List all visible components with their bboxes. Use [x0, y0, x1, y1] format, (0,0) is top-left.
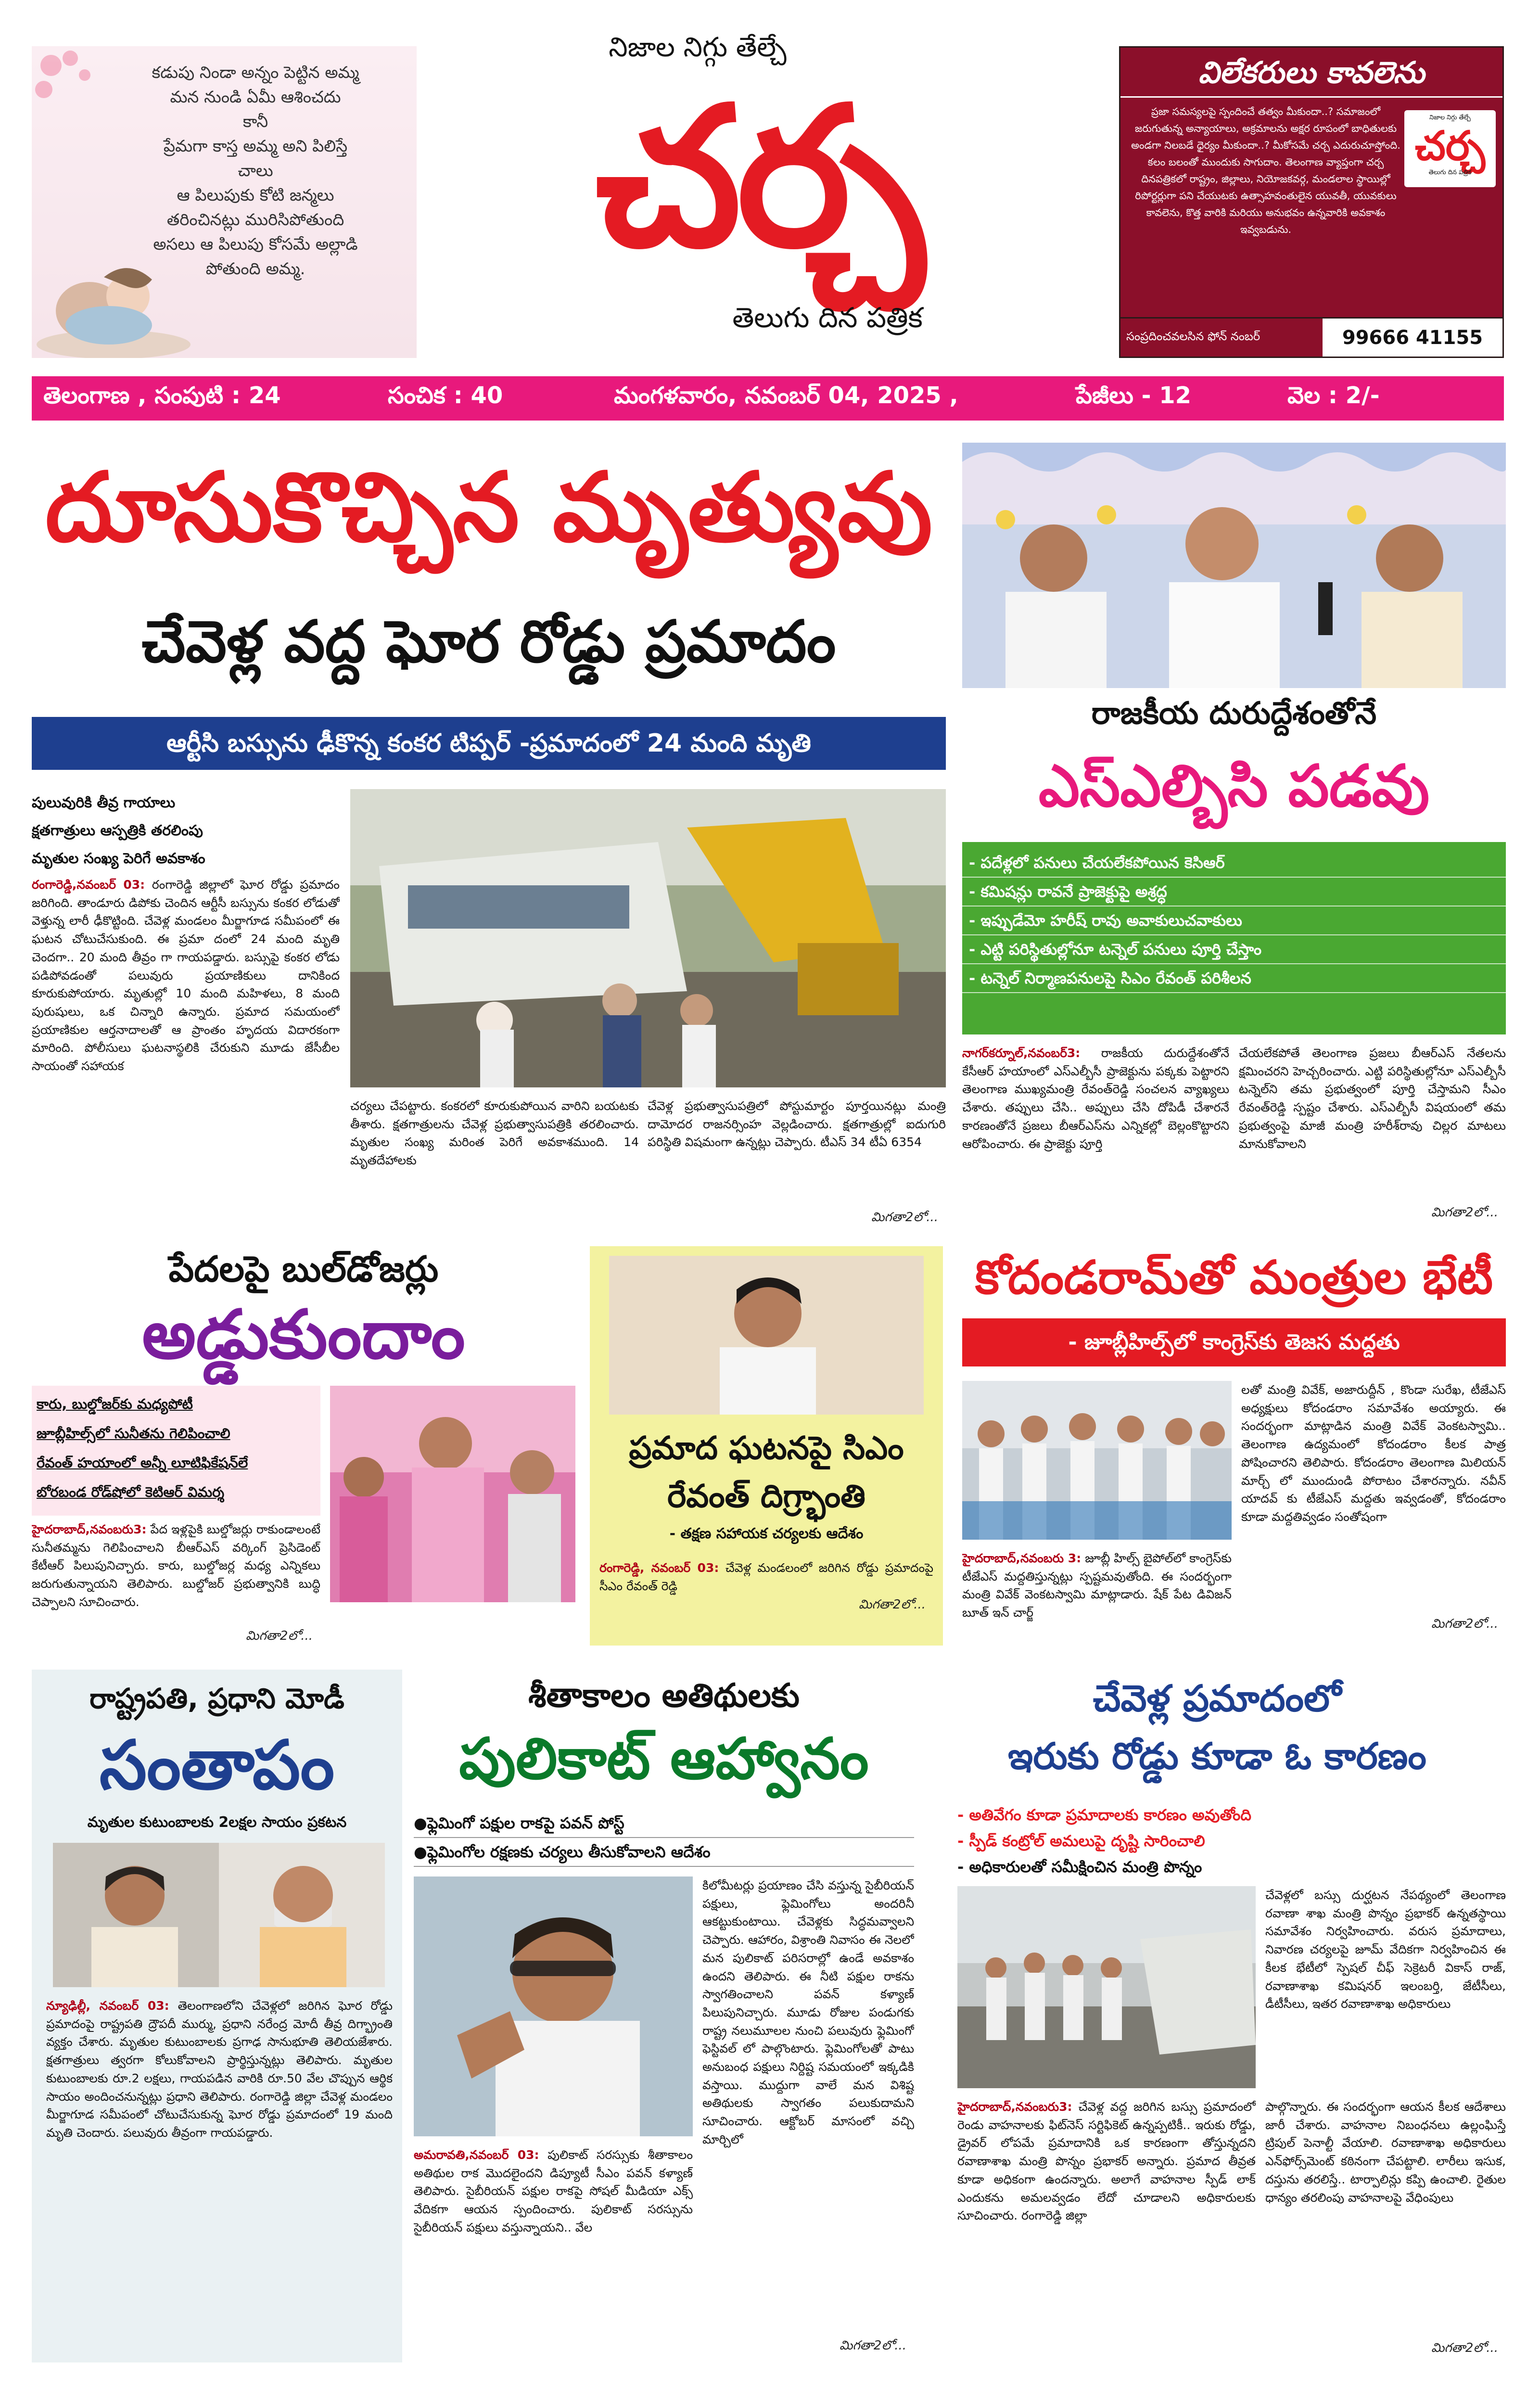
recruit-contact-label: సంప్రదించవలసిన ఫోన్ నంబర్ [1120, 319, 1323, 357]
pulicat-point: ●ఫ్లెమింగోల రక్షణకు చర్యలు తీసుకోవాలని ఆదేశం [414, 1838, 914, 1867]
poem-text [109, 61, 402, 281]
accident-photo [350, 789, 946, 1087]
lead-col2: చర్యలు చేపట్టారు. కంకరలో కూరుకుపోయిన వారిని బయటకు తీశారు. క్షతగాత్రులను చేవెళ్ల ప్రభుత్వాసుపత్రికి తరలించారు. మృతుల సంఖ్య మరింత పెరిగే అవకాశముంది. 14 మృతదేహాలకు [350, 1099, 639, 1168]
slbc-kicker: రాజకీయ దురుద్దేశంతోనే [1091, 696, 1377, 731]
pulicat-bottom [414, 2146, 693, 2362]
bulldozer-kicker: పేదలపై బుల్‌డోజర్లు [168, 1249, 439, 1290]
road-headline: ఇరుకు రోడ్డు కూడా ఓ కారణం [1008, 1735, 1426, 1777]
lead-col3: చేవెళ్ల ప్రభుత్వాసుపత్రిలో పోస్టుమార్టం పూర్తయినట్లు మంత్రి దామోదర రాజనర్సింహ వెల్లడించారు. క్షతగాత్రుల్లో ఐదుగురి పరిస్థితి విషమంగా ఉన్నట్లు చెప్పారు. టీఎస్ 34 టీఏ 6354 [648, 1099, 946, 1149]
recruit-mini-tag: నిజాల నిగ్గు తేల్చే [1429, 114, 1471, 121]
lead-point: పులువురికి తీవ్ర గాయాలు [32, 794, 176, 811]
president-dateline: న్యూఢిల్లీ, నవంబర్ 03: [46, 1999, 169, 2013]
recruit-phone: 99666 41155 [1342, 326, 1483, 349]
kodandaram-meeting-photo [962, 1381, 1232, 1540]
recruit-title: విలేకరులు కావలెను [1120, 48, 1502, 98]
president-kicker: రాష్ట్రపతి, ప్రధాని మోడీ [89, 1682, 344, 1715]
slbc-more-link[interactable]: మిగతా2లో... [1431, 1205, 1498, 1220]
kodandaram-text: జూబ్లీ హిల్స్ బైపోల్‌లో కాంగ్రెస్‌కు టీజేఎస్ మద్దతిస్తున్నట్లు స్పష్టమవుతోంది. ఈ సందర్భంగా మంత్రి వివేక్ వెంకటస్వామి మాట్లాడారు. షేక్ పేట డివిజన్ బూత్ ఇన్ చార్జ్ [962, 1551, 1232, 1620]
road-text: చేవెళ్ల వద్ద జరిగిన బస్సు ప్రమాదంలో రెండు వాహనాలకు ఫిట్‌నెస్ సర్టిఫికెట్ ఉన్నప్పటికీ.. ఇరుకు రోడ్డు, డ్రైవర్ లోపమే ప్రమాదానికి ఒక కారణంగా తోస్తున్నదని రవాణాశాఖ మంత్రి పొన్నం ప్రభాకర్ అన్నారు. ప్రమాద తీవ్రత కూడా అధికంగా ఉందన్నారు. అలాగే వాహనాల స్పీడ్ లాక్ ఎందుకను అమలవ్వడం లేదో చూడాలని అధికారులకు సూచించారు. రంగారెడ్డి జిల్లా [957, 2100, 1256, 2223]
pulicat-dateline: అమరావతి,నవంబర్ 03: [414, 2148, 539, 2162]
bulldozer-point: రేవంత్ హయాంలో అన్నీ లూటిఫికేషన్‌లే [37, 1455, 248, 1471]
ktr-roadshow-photo [330, 1386, 575, 1602]
poem-line: అసలు ఆ పిలుపు కోసమే అల్లాడి [153, 235, 358, 254]
poem-line: పోతుంది అమ్మ. [205, 259, 305, 279]
road-bullet: - స్పీడ్ కంట్రోల్ అమలుపై దృష్టి సారించాలి [957, 1832, 1205, 1850]
lead-point: క్షతగాత్రులు ఆస్పత్రికి తరలింపు [32, 822, 203, 839]
lead-point: మృతుల సంఖ్య పెరిగే అవకాశం [32, 850, 205, 867]
road-bullet: - అతివేగం కూడా ప్రమాదాలకు కారణం అవుతోంది [957, 1806, 1252, 1824]
masthead-logo: చర్చ [595, 66, 920, 290]
slbc-headline: ఎస్ఎల్బిసి పడవు [1038, 753, 1430, 820]
bulldozer-point: కారు, బుల్డోజర్‌కు మధ్యపోటీ [37, 1396, 193, 1412]
bulldozer-more-link[interactable]: మిగతా2లో... [245, 1629, 313, 1643]
kodandaram-headline: కోదండరామ్‌తో మంత్రుల భేటీ [975, 1251, 1493, 1304]
cm-stage-photo [962, 443, 1506, 688]
kodandaram-body [962, 1549, 1232, 1631]
lead-points [32, 789, 340, 873]
slbc-bullets [962, 842, 1506, 1034]
president-sub: మృతుల కుటుంబాలకు 2లక్షల సాయం ప్రకటన [87, 1814, 347, 1831]
road-body [957, 2098, 1256, 2362]
lead-banner: ఆర్టీసి బస్సును ఢీకొన్న కంకర టిప్పర్ -ప్రమాదంలో 24 మంది మృతి [32, 717, 946, 770]
recruit-ad [1119, 46, 1504, 358]
pulicat-more-link[interactable]: మిగతా2లో... [839, 2338, 906, 2353]
lead-col1-text: రంగారెడ్డి జిల్లాలో ఘోర రోడ్డు ప్రమాదం జరిగింది. తాండూరు డిపోకు చెందిన ఆర్టీసీ బస్సును కంకర లోడుతో వెళ్తున్న లారీ ఢీకొట్టింది. చేవెళ్ల మండలం మీర్జాగూడ సమీపంలో ఈ ఘటన చోటుచేసుకుంది. ఈ ప్రమా దంలో 24 మంది మృతి చెందగా.. 20 మంది తీవ్రం గా గాయపడ్డారు. బస్సుపై కంకర లోడు పడిపోవడంతో పలువురు ప్రయాణికులు దానికింద కూరుకుపోయారు. మృతుల్లో 10 మంది మహిళలు, 8 మంది పురుషులు, ఒక చిన్నారి ఉన్నారు. ప్రమాద సమయంలో ప్రయాణికుల ఆర్తనాదాలతో ఆ ప్రాంతం హృదయ విదారకంగా మారింది. పోలీసులు ఘటనాస్థలికి చేరుకుని మూడు జేసీబీల సాయంతో సహాయక [32, 878, 340, 1073]
kodandaram-banner: - జూబ్లీహిల్స్‌లో కాంగ్రెస్‌కు తెజస మద్దతు [962, 1318, 1506, 1366]
bulldozer-points [32, 1386, 320, 1516]
president-text: తెలంగాణలోని చేవెళ్లలో జరిగిన ఘోర రోడ్డు ప్రమాదంపై రాష్ట్రపతి ద్రౌపదీ ముర్ము, ప్రధాని నరేంద్ర మోదీ తీవ్ర దిగ్భ్రాంతి వ్యక్తం చేశారు. మృతుల కుటుంబాలకు ప్రగాఢ సానుభూతి తెలియజేశారు. క్షతగాత్రులు త్వరగా కోలుకోవాలని ప్రార్థిస్తున్నట్లు తెలిపారు. మృతుల కుటుంబాలకు రూ.2 లక్షలు, గాయపడిన వారికి రూ.50 వేల చొప్పున ఆర్థిక సాయం అందించనున్నట్లు ప్రధాని తెలిపారు. రంగారెడ్డి జిల్లా చేవెళ్ల మండలం మీర్జాగూడ సమీపంలో చోటుచేసుకున్న ఘోర రోడ్డు ప్రమాదంలో 19 మంది మృతి చెందారు. పలువురు తీవ్రంగా గాయపడ్డారు. [46, 1999, 393, 2140]
bulldozer-point: బోరబండ రోడ్‌షోలో కెటిఆర్ విమర్శ [37, 1484, 225, 1500]
slbc-bullet: - కమిషన్లు రావనే ప్రాజెక్టుపై అశ్రద్ధ [962, 878, 1506, 906]
road-kicker: చేవెళ్ల ప్రమాదంలో [1093, 1677, 1342, 1720]
lead-col1 [32, 876, 340, 1232]
road-more-link[interactable]: మిగతా2లో... [1431, 2341, 1498, 2355]
road-bullets [957, 1802, 1506, 1880]
poem-line: ప్రేమగా కాస్త అమ్మ అని పిలిస్తే [163, 137, 348, 156]
road-dateline: హైదరాబాద్,నవంబరు3: [957, 2100, 1072, 2114]
pulicat-kicker: శీతాకాలం అతిథులకు [528, 1677, 800, 1715]
cm-sub: - తక్షణ సహాయక చర్యలకు ఆదేశం [669, 1525, 864, 1542]
poem-line: కానీ [242, 112, 268, 131]
dateline-pages: పేజీలు - 12 [1076, 382, 1191, 409]
dateline-price: వెల : 2/- [1287, 382, 1380, 409]
poem-line: మన నుండి ఏమీ ఆశించదు [170, 88, 341, 107]
recruit-mini-logo-text: చర్చ [1414, 122, 1486, 169]
cm-photo [609, 1256, 924, 1415]
cm-more-link[interactable]: మిగతా2లో... [858, 1597, 926, 1612]
lead-subhead: చేవెళ్ల వద్ద ఘోర రోడ్డు ప్రమాదం [141, 609, 836, 676]
dateline-issue: సంచిక : 40 [388, 382, 503, 409]
slbc-bullet: - ఎట్టి పరిస్థితుల్లోనూ టన్నెల్ పనులు పూర్తి చేస్తాం [962, 935, 1506, 964]
recruit-contact [1120, 317, 1502, 357]
slbc-bullet: - ఇప్పుడేమో హరీష్ రావు అవాకులుచవాకులు [962, 906, 1506, 935]
slbc-dateline: నాగర్‌కర్నూల్,నవంబర్3: [962, 1046, 1081, 1060]
kodandaram-more-link[interactable]: మిగతా2లో... [1431, 1617, 1498, 1631]
pawan-photo [414, 1876, 693, 2136]
cm-headline: ప్రమాద ఘటనపై సిఎం రేవంత్ దిగ్ర్భాంతి [629, 1430, 904, 1515]
bulldozer-dateline: హైదరాబాద్,నవంబరు3: [32, 1522, 147, 1536]
kodandaram-col2: లతో మంత్రి వివేక్, అజారుద్దీన్ , కొండా సురేఖ, టీజేఎస్ అధ్యక్షులు కోదండరాం సమావేశం అయ్యారు. ఈ సందర్భంగా మాట్లాడిన మంత్రి వివేక్ వెంకటస్వామి.. తెలంగాణ ఉద్యమంలో కోదండరాం కీలక పాత్ర పోషించారని తెలిపారు. కోదండరాం తెలంగాణ మిలియన్ మార్చ్ లో ముందుండి పోరాటం చేశారన్నారు. నవీన్ యాదవ్ కు టీజేఎస్ మద్దతు ఇవ్వడంతో, కోదండరాం కూడా మద్దతివ్వడం సంతోషంగా [1241, 1383, 1506, 1524]
lead-more-link[interactable]: మిగతా2లో... [871, 1210, 938, 1225]
slbc-bullet: - పదేళ్లలో పనులు చేయలేకపోయిన కెసిఆర్ [962, 849, 1506, 878]
pulicat-points [414, 1809, 914, 1867]
slbc-col1 [962, 1044, 1229, 1227]
poem-line: తరించినట్లు మురిసిపోతుంది [166, 210, 344, 230]
president-body [46, 1997, 393, 2362]
president-headline: సంతాపం [99, 1726, 335, 1805]
road-bullet: - అధికారులతో సమీక్షించిన మంత్రి పొన్నం [957, 1858, 1202, 1876]
slbc-bullet: - టన్నెల్ నిర్మాణపనులపై సిఎం రేవంత్ పరిశీలన [962, 964, 1506, 993]
masthead-subtitle: తెలుగు దిన పత్రిక [732, 301, 923, 334]
recruit-mini-sub: తెలుగు దిన పత్రిక [1428, 169, 1472, 176]
dateline-bar [32, 376, 1504, 421]
cm-text: చేవెళ్ల మండలంలో జరిగిన రోడ్డు ప్రమాదంపై సీఎం రేవంత్ రెడ్డి [599, 1561, 933, 1593]
dateline-date: మంగళవారం, నవంబర్ 04, 2025 , [614, 382, 958, 409]
masthead-tagline: నిజాల నిగ్గు తేల్చే [609, 32, 787, 63]
pulicat-headline: పులికాట్ ఆహ్వానం [459, 1725, 869, 1792]
bulldozer-headline: అడ్డుకుందాం [142, 1296, 465, 1374]
road-accident-photo [957, 1886, 1256, 2088]
slbc-col2: చేయలేకపోతే తెలంగాణ ప్రజలు బీఆర్ఎస్ నేతలను క్షమించరని హెచ్చరించారు. ఎట్టి పరిస్థితుల్లోనూ ఎస్ఎల్బీసీ టన్నెల్‌ని తమ ప్రభుత్వంలో పూర్తి చేస్తామని సీఎం రేవంత్‌రెడ్డి స్పష్టం చేశారు. ఎస్ఎల్బీసీ విషయంలో తమ ప్రభుత్వంపై మాజీ మంత్రి హరీశ్‌రావు చిల్లర మాటలు మానుకోవాలని [1239, 1046, 1506, 1151]
recruit-mini-logo [1404, 110, 1496, 187]
poem-line: చాలు [238, 161, 273, 180]
pulicat-point: ●ఫ్లెమింగో పక్షుల రాకపై పవన్ పోస్ట్ [414, 1809, 914, 1838]
president-pm-photo [53, 1843, 385, 1987]
lead-dateline: రంగారెడ్డి,నవంబర్ 03: [32, 878, 145, 892]
mother-child-illustration [32, 258, 195, 358]
cm-dateline: రంగారెడ్డి, నవంబర్ 03: [599, 1561, 719, 1575]
road-right: చేవెళ్లలో బస్సు దుర్ఘటన నేపథ్యంలో తెలంగాణ రవాణా శాఖ మంత్రి పొన్నం ప్రభాకర్ ఉన్నతస్థాయి సమావేశం నిర్వహించారు. వరుస ప్రమాదాలు, నివారణ చర్యలపై జూమ్ వేదికగా నిర్వహించిన ఈ కీలక భేటీలో స్పెషల్ చీఫ్ సెక్రెటరీ వికాస్ రాజ్, రవాణాశాఖ కమిషనర్ ఇలంబర్తి, జేటీసీలు, డీటీసీలు, ఇతర రవాణాశాఖ అధికారులు [1265, 1888, 1506, 2011]
cm-body [599, 1559, 933, 1595]
recruit-text: ప్రజా సమస్యలపై స్పందించే తత్వం మీకుందా..? సమాజంలో జరుగుతున్న అన్యాయాలు, అక్రమాలను అక్షర రూపంలో బాధితులకు అండగా నిలబడే ధైర్యం మీకుందా..? మీకోసమే చర్చ ఎదురుచూస్తోంది. కలం బలంతో ముందుకు సాగుదాం. తెలంగాణ వ్యాప్తంగా చర్చ దినపత్రికలో రాష్ట్రం, జిల్లాలు, నియోజకవర్గ, మండలాల స్థాయిల్లో రిపోర్టర్లుగా పని చేయుటకు ఉత్సాహవంతులైన యువతీ, యువకులు కావలెను, కొత్త వారికి మరియు అనుభవం ఉన్నవారికి అవకాశం ఇవ్వబడును. [1131, 106, 1400, 235]
poem-line: కడుపు నిండా అన్నం పెట్టిన అమ్మ [152, 63, 359, 82]
bulldozer-body [32, 1520, 320, 1631]
pulicat-right: కిలోమీటర్లు ప్రయాణం చేసి వస్తున్న సైబీరియన్ పక్షులు, ఫ్లెమింగోలు అందరినీ ఆకట్టుకుంటాయి. చేవెళ్లకు సిద్ధమవ్వాలని చెప్పారు. ఆహారం, విశ్రాంతి నివాసం ఈ నెలలో మన పులికాట్ పరిసరాల్లో ఉండే అవకాశం ఉందని తెలిపారు. ఈ నీటి పక్షుల రాకను స్వాగతించాలని పవన్ కళ్యాణ్ పిలుపునిచ్చారు. మూడు రోజుల పండుగకు రాష్ట్ర నలుమూలల నుంచి పలువురు ఫ్లెమింగో ఫెస్టివల్ లో పాల్గొంటారు. ఫ్లెమింగోలతో పాటు అనుబంధ పక్షులు నిర్దిష్ట సమయంలో ఇక్కడికి వస్తాయి. ముద్దుగా వాలే మన విశిష్ట అతిథులకు స్వాగతం పలుకుదామని సూచించారు. ఆక్టోబర్ మాసంలో వచ్చి మార్చిలో [702, 1878, 914, 2146]
road-col2: పాల్గొన్నారు. ఈ సందర్భంగా ఆయన కీలక ఆదేశాలు జారీ చేశారు. వాహనాల నిబంధనలు ఉల్లంఘిస్తే ట్రిపుల్ పెనాల్టీ వేయాలి. రవాణాశాఖ అధికారులు ఎన్‌ఫోర్స్‌మెంట్ కఠినంగా చేపట్టాలి. లారీలు ఇసుక, దస్తును తరలిస్తే.. టార్పాలిన్లు కప్పి ఉంచాలి. రైతుల ధాన్యం తరలింపు వాహనాలపై వేధింపులు [1265, 2100, 1506, 2205]
cm-box [590, 1246, 943, 1646]
bulldozer-point: జూబ్లీహిల్స్‌లో సునీతను గెలిపించాలి [37, 1425, 230, 1442]
poem-box [32, 46, 417, 358]
poem-line: ఆ పిలుపుకు కోటి జన్మలు [177, 186, 334, 205]
kodandaram-dateline: హైదరాబాద్,నవంబరు 3: [962, 1551, 1082, 1565]
dateline-state: తెలంగాణ , సంపుటి : 24 [43, 382, 281, 409]
slbc-col1-text: రాజకీయ దురుద్దేశంతోనే కేసీఆర్ హయాంలో ఎస్ఎల్బీసీ ప్రాజెక్టును పక్కకు పెట్టారని తెలంగాణ ముఖ్యమంత్రి రేవంత్‌రెడ్డి సంచలన వ్యాఖ్యలు చేశారు. తప్పులు చేసి.. అప్పులు చేసి దోపిడీ చేశారనే కారణంతోనే ప్రజలు బీఆర్ఎస్‌ను ఎన్నికల్లో బెల్లంకొట్టారని ఆరోపించారు. ఈ ప్రాజెక్టు పూర్తి [962, 1046, 1229, 1151]
lead-headline: దూసుకొచ్చిన మృత్యువు [45, 452, 933, 563]
bulldozer-text: పేద ఇళ్లపైకి బుల్డోజర్లు రాకుండాలంటే సునీతమ్మను గెలిపించాలని బీఆర్ఎస్ వర్కింగ్ ప్రెసిడెంట్ కేటీఆర్ పిలుపునిచ్చారు. కారు, బుల్డోజర్ల మధ్య ఎన్నికలు జరుగుతున్నాయని తెలిపారు. బుల్డోజర్ ప్రభుత్వానికి బుద్ధి చెప్పాలని సూచించారు. [32, 1522, 320, 1609]
pulicat-bottom-text: పులికాట్ సరస్సుకు శీతాకాలం అతిథుల రాక మొదలైందని డిప్యూటీ సీఎం పవన్ కళ్యాణ్ తెలిపారు. సైబీరియన్ పక్షుల రాకపై సోషల్ మీడియా ఎక్స్ వేదికగా ఆయన స్పందించారు. పులికాట్ సరస్సును సైబీరియన్ పక్షులు వస్తున్నాయని.. వేల [414, 2148, 693, 2234]
